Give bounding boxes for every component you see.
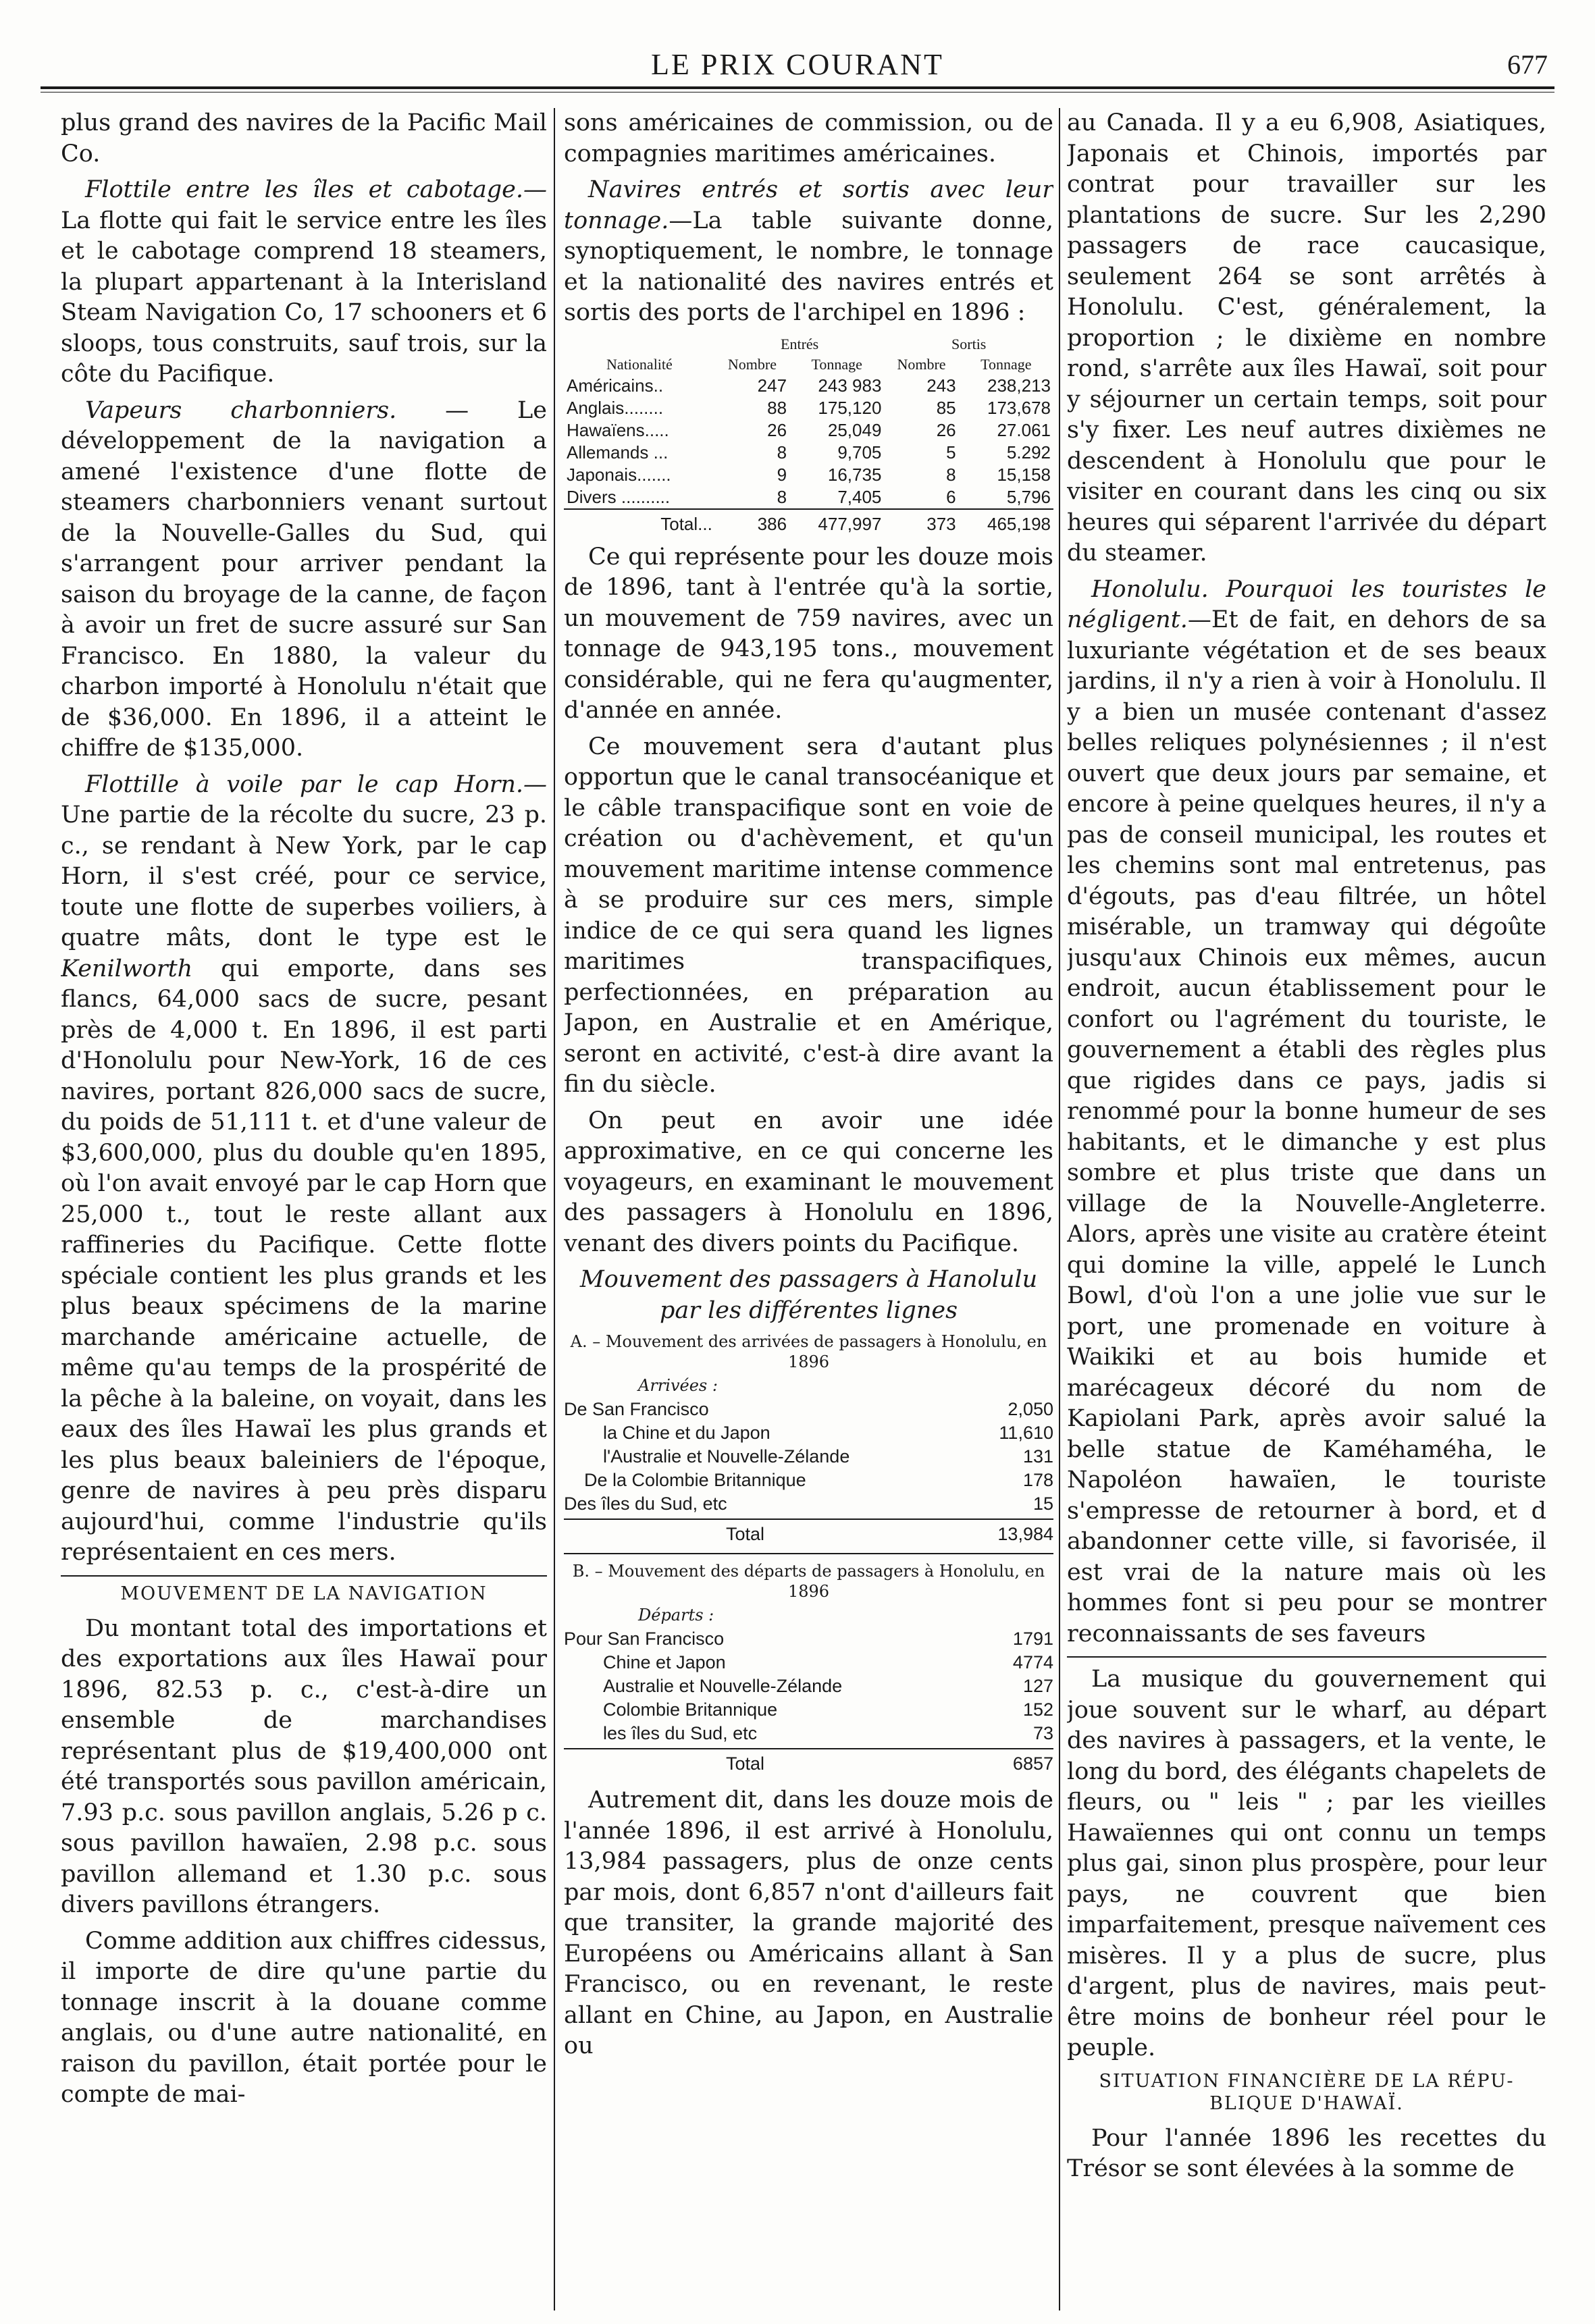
ship-name: Kenilworth [61,955,193,982]
paragraph-body: qui emporte, dans ses flancs, 64,000 sacs de sucre, pesant près de 4,000 t. En 1896, il est parti d'Honolulu pour New-York, 16 de ces navires, portant 826,000 sacs de sucre, du poids de 51,111 t. et d'une valeur de $3,600,000, plus du double qu'en 1895, où l'on avait envoyé par le cap Horn que 25,000 t., tout le reste allant aux raffineries du Pacifique. Cette flotte spéciale contient les plus grands et les plus beaux spécimens de la marine marchande américaine actuelle, de même qu'au temps de la prospérité de la pêche à la baleine, on voyait, dans les eaux des îles Hawaï les plus grands et les plus beaux baleiniers de l'époque, genre de navires à peu près disparu aujourd'hui, comme l'industrie qu'ils représentaient en ces mers. [61,955,547,1566]
departures-caption: B. – Mouvement des départs de passagers à Honolulu, en 1896 [572,1562,1045,1601]
column-1 [61,108,547,2310]
departures-list [564,1627,1053,1776]
table-row: Japonais....... 9 16,735 8 15,158 [567,464,1051,485]
column-2 [564,108,1053,2310]
paragraph: Autrement dit, dans les douze mois de l'année 1896, il est arrivé à Honolulu, 13,984 passagers, plus de onze cents par mois, dont 6,857 n'ont d'ailleurs fait que transiter, la grande majorité des Européens ou Américains allant à San Francisco, ou en revenant, le reste allant en Chine, au Japon, en Australie ou [564,1787,1053,2059]
header-rule-thin [41,92,1554,93]
paragraph-body: Une partie de la récolte du sucre, 23 p. c., se rendant à New York, par le cap Horn, il s'est créé, pour ce service, toute une flotte de superbes voiliers, à quatre mâts, dont le type est le [61,801,547,951]
list-item: Colombie Britannique 152 [603,1699,1053,1720]
list-item: Pour San Francisco 1791 [564,1629,1053,1649]
table-row: Anglais........ 88 175,120 85 173,678 [567,397,1051,418]
paragraph [61,175,547,390]
paragraph-body: La flotte qui fait le service entre les îles et le cabotage comprend 18 steamers, la plupart appartenant à la Interisland Steam Navigation Co, 17 schooners et 6 sloops, tous construits, sauf trois, sur la côte du Pacifique. [61,207,547,388]
column-header: Tonnage [811,355,862,373]
column-3 [1067,108,1546,2310]
paragraph: Ce mouvement sera d'autant plus opportun que le canal transocéanique et le câble transpacifique sont en voie de création ou d'achèvement, et qu'un mouvement maritime intense commence à se produire sur ces mers, simple indice de ce qui sera quand les lignes maritimes transpacifiques, perfectionnées, en préparation au Japon, en Australie et en Amérique, seront en activité, c'est-à dire avant la fin du siècle. [564,733,1053,1098]
list-item: les îles du Sud, etc 73 [603,1723,1053,1743]
section-rule [61,1575,547,1577]
list-item: Australie et Nouvelle-Zélande 127 [603,1676,1053,1696]
table-total-row: Total... 386 477,997 373 465,198 [564,509,1053,535]
paragraph: Du montant total des importations et des exportations aux îles Hawaï pour 1896, 82.53 p. c., c'est-à-dire un ensemble de marchandises représentant plus de $19,400,000 ont été transportés sous pavillon américain, 7.93 p.c. sous pavillon anglais, 5.26 p c. sous pavillon hawaïen, 2.98 p.c. sous pavillon allemand et 1.30 p.c. sous divers pavillons étrangers. [61,1614,547,1918]
group-header-entres: Entrés [781,335,819,352]
paragraph-lead: Vapeurs charbonniers. [85,396,397,424]
paragraph: La musique du gouvernement qui joue souvent sur le wharf, au départ des navires à passagers, et la vente, le long du bord, des élégants chapelets de fleurs, ou " leis " ; par les vieilles Hawaïennes qui ont connu un temps plus gai, sinon plus prospère, pour leur pays, ne couvrent que bien imparfaitement, presque naïvement ces misères. Il y a plus de sucre, plus d'argent, plus de navires, mais peut-être moins de bonheur réel pour le peuple. [1067,1666,1546,2061]
paragraph: sons américaines de commission, ou de compagnies maritimes américaines. [564,109,1053,167]
list-item: la Chine et du Japon 11,610 [603,1423,1053,1443]
list-item: Chine et Japon 4774 [603,1652,1053,1672]
table-row: Divers .......... 8 7,405 6 5,796 [567,486,1051,507]
arrivals-list [564,1398,1053,1546]
section-heading: MOUVEMENT DE LA NAVIGATION [120,1583,488,1604]
column-header: Nombre [897,355,946,373]
ships-table [564,334,1053,535]
paragraph [1067,575,1546,1650]
column-header: Nombre [727,355,777,373]
list-item: De la Colombie Britannique 178 [584,1470,1053,1490]
section-heading: SITUATION FINANCIÈRE DE LA RÉPU- [1099,2070,1515,2092]
table-row: Allemands ... 8 9,705 5 5.292 [567,442,1051,463]
paragraph-lead: Flottille à voile par le cap Horn.— [85,770,547,798]
table-row: Hawaïens..... 26 25,049 26 27.061 [567,419,1051,440]
table-row: Américains.. 247 243 983 243 238,213 [567,375,1051,396]
column-divider [554,108,555,2310]
arrivals-caption: A. – Mouvement des arrivées de passagers à Honolulu, en 1896 [570,1332,1047,1371]
section-heading: BLIQUE D'HAWAÏ. [1209,2092,1404,2114]
paragraph: Ce qui représente pour les douze mois de 1896, tant à l'entrée qu'à la sortie, un mouvement de 759 navires, avec un tonnage de 943,195 tons., mouvement considérable, qui ne fera qu'augmenter, d'année en année. [564,543,1053,724]
paragraph: On peut en avoir une idée approximative, en ce qui concerne les voyageurs, en examinant le mouvement des passagers à Honolulu en 1896, venant des divers points du Pacifique. [564,1107,1053,1257]
paragraph-body: —La table suivante donne, synoptiquement, le nombre, le tonnage et la nationalité des navires entrés et sortis des ports de l'archipel en 1896 : [564,207,1053,326]
departures-total: Total 6857 [564,1748,1053,1776]
paragraph [564,175,1053,329]
paragraph [61,396,547,764]
table-rule [564,1553,1053,1554]
paragraph: plus grand des navires de la Pacific Mail Co. [61,109,547,167]
paragraph-body: — Le développement de la navigation a amené l'existence d'une flotte de steamers charbonniers venant surtout de la Nouvelle-Galles du Sud, qui s'arrangent pour arriver pendant la saison du broyage de la canne, de façon à avoir un fret de sucre assuré sur San Francisco. En 1880, la valeur du charbon importé à Honolulu n'était que de $36,000. En 1896, il a atteint le chiffre de $135,000. [61,396,547,762]
paragraph-body: —Et de fait, en dehors de sa luxuriante végétation et de ses beaux jardins, il n'y a rien à voir à Honolulu. Il y a bien un musée contenant d'assez belles reliques polynésiennes ; il n'est ouvert que deux jours par semaine, et encore à peine quelques heures, il n'y a pas de conseil municipal, les routes et les chemins sont mal entretenus, pas d'égouts, pas d'eau filtrée, un hôtel misérable, un tramway qui dégoûte jusqu'aux Chinois eux mêmes, aucun endroit, aucun établissement pour le confort ou l'agrément du touriste, le gouvernement a établi des règles plus que rigides dans ce pays, jadis si renommé pour la bonne humeur de ses habitants, et le dimanche y est plus sombre et plus triste que dans un village de la Nouvelle-Angleterre. Alors, après une visite au cratère éteint qui domine la ville, appelé le Lunch Bowl, d'où l'on a une jolie vue sur le port, une promenade en voiture à Waikiki et au bois humide et marécageux décoré du nom de Kapiolani Park, après avoir salué la belle statue de Kaméhaméha, le Napoléon hawaïen, le touriste s'empresse de retourner à bord, et d abandonner cette ville, si favorisée, il est vrai de la nature mais où les hommes font si peu pour se montrer reconnaissants de ses faveurs [1067,606,1546,1647]
paragraph-lead: Flottile entre les îles et cabotage.— [85,176,547,203]
paragraph [61,770,547,1568]
column-divider [1059,108,1060,2310]
list-item: Des îles du Sud, etc 15 [564,1494,1053,1514]
publication-title: LE PRIX COURANT [651,48,944,81]
paragraph-lead: Honolulu. Pourquoi les touristes le négligent. [1067,575,1546,633]
list-item: l'Australie et Nouvelle-Zélande 131 [603,1446,1053,1467]
page-number: 677 [1507,49,1548,80]
paragraph: au Canada. Il y a eu 6,908, Asiatiques, Japonais et Chinois, importés par contrat pour travailler sur les plantations de sucre. Sur les 2,290 passagers de race caucasique, seulement 264 se sont arrêtés à Honolulu. C'est, généralement, la proportion ; le dixième en nombre rond, s'arrête aux îles Hawaï, soit pour y séjourner un certain temps, soit pour s'y fixer. Les neuf autres dixièmes ne descendent à Honolulu que pour le visiter en courant dans les cinq ou six heures qui séparent l'arrivée du départ du steamer. [1067,109,1546,566]
paragraph-lead: Navires entrés et sortis avec leur tonnage. [564,176,1053,234]
section-rule [1067,1656,1546,1658]
group-header-sortis: Sortis [951,335,987,352]
table-title: Mouvement des passagers à Hanolulu par les différentes lignes [579,1266,1038,1324]
header-rule [41,86,1554,89]
paragraph: Comme addition aux chiffres cidessus, il importe de dire qu'une partie du tonnage inscrit à la douane comme anglais, ou d'une autre nationalité, en raison du pavillon, était portée pour le compte de mai- [61,1927,547,2108]
departures-subhead: Départs : [638,1606,714,1625]
paragraph: Pour l'année 1896 les recettes du Trésor se sont élevées à la somme de [1067,2124,1546,2182]
arrivals-total: Total 13,984 [564,1518,1053,1546]
list-item: De San Francisco 2,050 [564,1399,1053,1419]
column-header: Nationalité [606,355,673,373]
arrivals-subhead: Arrivées : [638,1376,718,1395]
column-header: Tonnage [980,355,1032,373]
